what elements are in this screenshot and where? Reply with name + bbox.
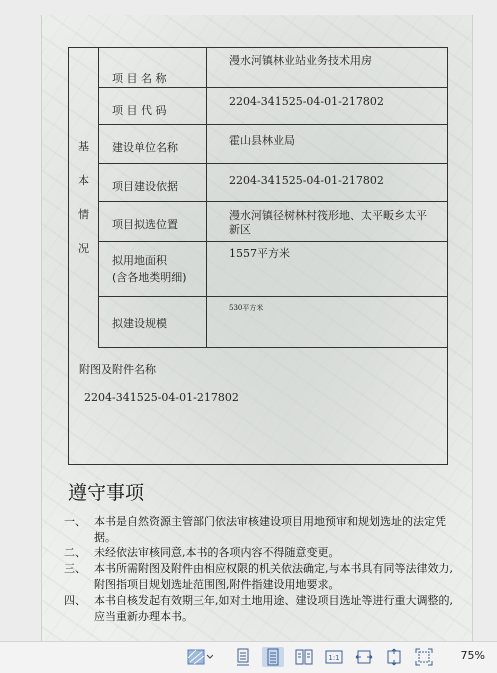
two-page-icon bbox=[295, 648, 313, 666]
two-page-button[interactable] bbox=[293, 647, 315, 667]
fit-height-button[interactable] bbox=[383, 647, 405, 667]
row-label: 项 目 名 称 bbox=[112, 72, 167, 85]
table-row bbox=[98, 202, 447, 242]
svg-text:1:1: 1:1 bbox=[328, 654, 340, 662]
row-label: 建设单位名称 bbox=[112, 141, 178, 154]
actual-size-icon bbox=[325, 649, 343, 665]
table-row bbox=[98, 164, 447, 202]
row-value: 1557平方米 bbox=[229, 247, 290, 260]
table-row bbox=[98, 297, 447, 348]
row-value: 霍山县林业局 bbox=[229, 134, 295, 147]
row-label: 拟用地面积 (含各地类明细) bbox=[112, 254, 187, 284]
row-label: 项 目 代 码 bbox=[112, 104, 167, 117]
note-item: 二、 未经依法审核同意,本书的各项内容不得随意变更。 bbox=[64, 546, 340, 559]
note-item: 一、 本书是自然资源主管部门依法审核建设项目用地预审和规划选址的法定凭据。 bbox=[64, 515, 446, 544]
fit-page-button[interactable] bbox=[413, 647, 435, 667]
info-table bbox=[68, 47, 448, 465]
side-heading-char: 情 bbox=[78, 208, 89, 221]
attachments-title: 附图及附件名称 bbox=[79, 363, 156, 376]
zoom-level[interactable]: 75% bbox=[460, 649, 485, 662]
fit-height-icon bbox=[385, 648, 403, 666]
viewer-toolbar bbox=[0, 641, 497, 673]
row-value: 漫水河镇径树林村筏形地、太平畈乡太平 新区 bbox=[229, 209, 427, 236]
table-row bbox=[98, 48, 447, 88]
side-heading-char: 本 bbox=[78, 174, 89, 187]
attachments-value: 2204-341525-04-01-217802 bbox=[84, 391, 239, 404]
row-value: 漫水河镇林业站业务技术用房 bbox=[229, 54, 372, 67]
single-page-icon bbox=[235, 648, 251, 666]
background-pattern-button[interactable] bbox=[186, 647, 214, 667]
background-pattern-icon bbox=[187, 649, 213, 665]
note-item: 四、 本书自核发起有效期三年,如对土地用途、建设项目选址等进行重大调整的,应当重新办理本书。 bbox=[64, 594, 453, 623]
row-value: 2204-341525-04-01-217802 bbox=[229, 174, 384, 187]
note-item: 三、 本书所需附图及附件由相应权限的机关依法确定,与本书具有同等法律效力,附图指项目规划选址范围图,附件指建设用地要求。 bbox=[64, 562, 453, 591]
notes-title: 遵守事项 bbox=[68, 482, 145, 504]
row-value: 2204-341525-04-01-217802 bbox=[229, 95, 384, 108]
continuous-page-button[interactable] bbox=[262, 647, 284, 667]
fit-width-icon bbox=[355, 649, 373, 665]
fit-page-icon bbox=[415, 648, 433, 666]
document-page bbox=[41, 15, 473, 641]
row-value: 530平方米 bbox=[229, 304, 264, 312]
table-row bbox=[98, 242, 447, 297]
continuous-page-icon bbox=[265, 648, 281, 666]
side-heading-char: 况 bbox=[78, 242, 89, 255]
row-label: 拟建设规模 bbox=[112, 317, 167, 330]
table-row bbox=[98, 125, 447, 164]
table-row bbox=[98, 88, 447, 125]
row-label: 项目建设依据 bbox=[112, 180, 178, 193]
single-page-button[interactable] bbox=[232, 647, 254, 667]
actual-size-button[interactable] bbox=[323, 647, 345, 667]
side-heading-char: 基 bbox=[78, 140, 89, 153]
basic-info-heading bbox=[69, 48, 99, 348]
fit-width-button[interactable] bbox=[353, 647, 375, 667]
row-label: 项目拟选位置 bbox=[112, 218, 178, 231]
